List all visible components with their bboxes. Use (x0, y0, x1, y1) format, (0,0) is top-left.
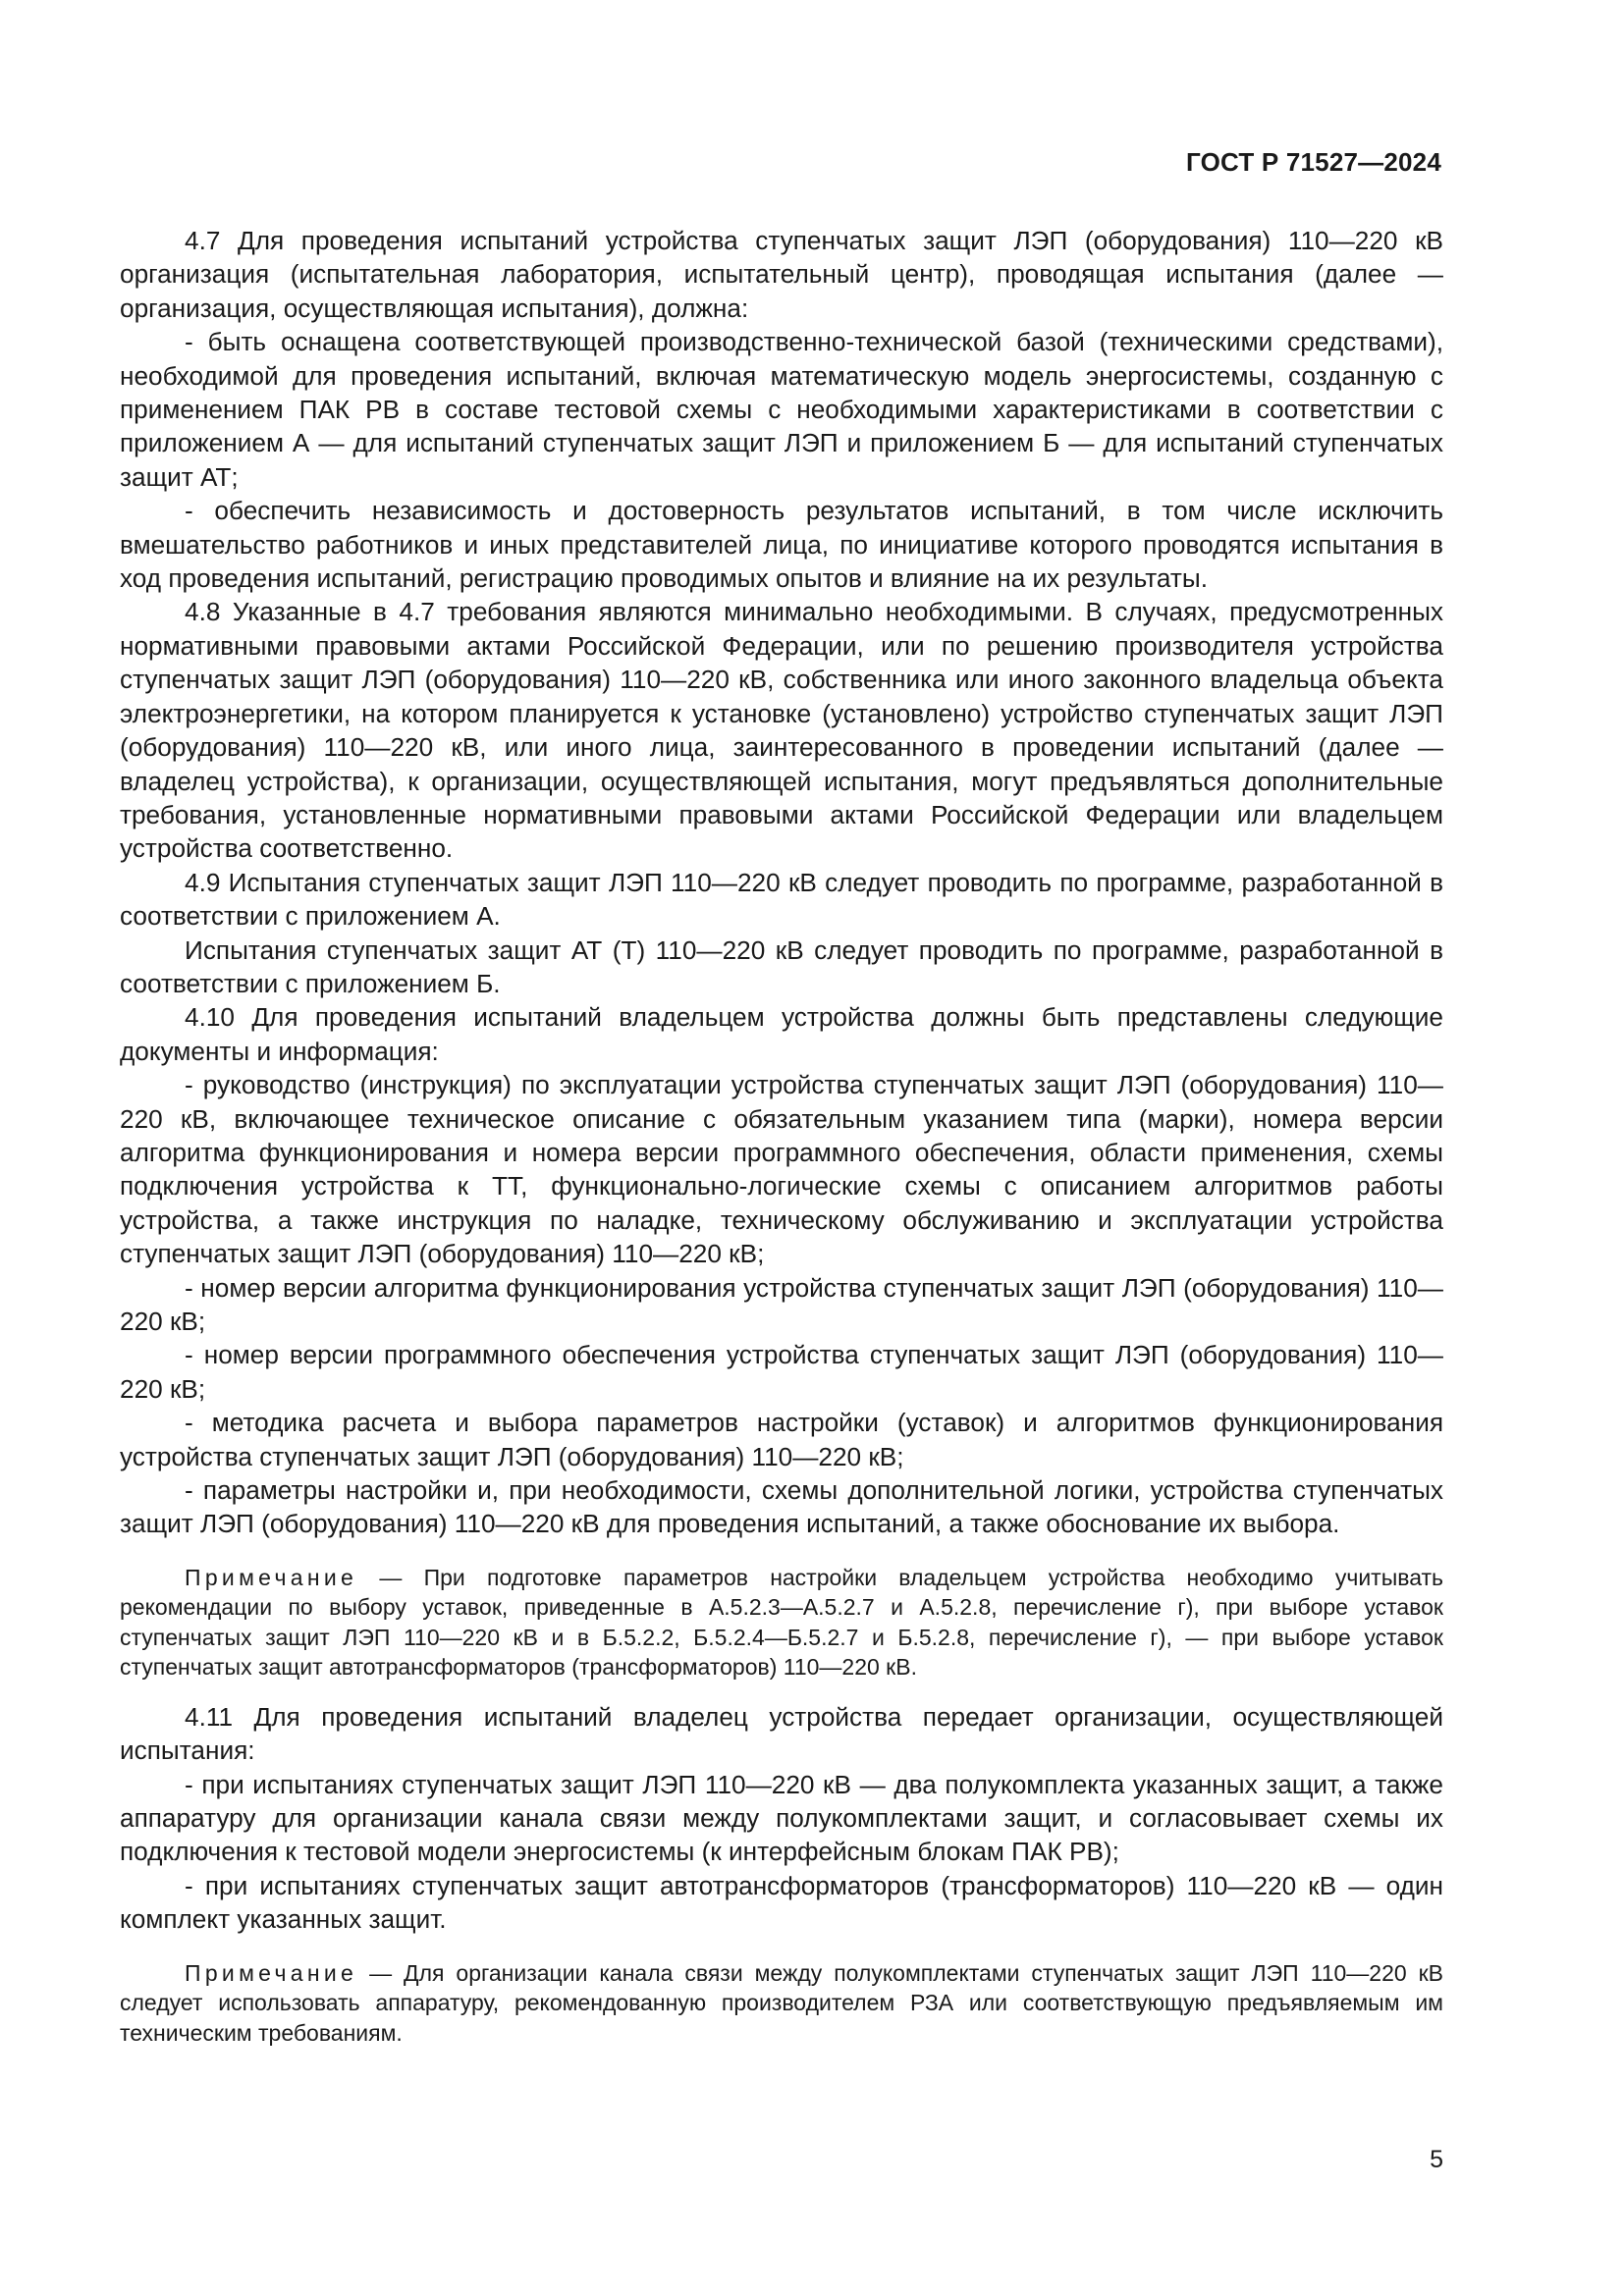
list-item: - обеспечить независимость и достоверность результатов испытаний, в том числе исключить вмешательство работников и иных представителей лица, по инициативе которого проводятся испытания в ход проведения испытаний, регистрацию проводимых опытов и влияние на их результаты. (120, 496, 1443, 594)
paragraph-4-8: 4.8 Указанные в 4.7 требования являются минимально необходимыми. В случаях, предусмотренных нормативными правовыми актами Российской Федерации, или по решению производителя устройства ступенчатых защит ЛЭП (оборудования) 110—220 кВ, собственника или иного законного владельца объекта электроэнергетики, на котором планируется к установке (установлено) устройство ступенчатых защит ЛЭП (оборудования) 110—220 кВ, или иного лица, заинтересованного в проведении испытаний (далее — владелец устройства), к организации, осуществляющей испытания, могут предъявляться дополнительные требования, установленные нормативными правовыми актами Российской Федерации или владельцем устройства соответственно. (120, 597, 1443, 864)
note-1 (120, 1563, 1443, 1682)
list-item: - параметры настройки и, при необходимости, схемы дополнительной логики, устройства ступенчатых защит ЛЭП (оборудования) 110—220 кВ для проведения испытаний, а также обоснование их выбора. (120, 1475, 1443, 1539)
document-body (120, 224, 1443, 2065)
paragraph-4-9: 4.9 Испытания ступенчатых защит ЛЭП 110—220 кВ следует проводить по программе, разработанной в соответствии с приложением А. (120, 867, 1443, 932)
list-item: - номер версии алгоритма функционирования устройства ступенчатых защит ЛЭП (оборудования) 110—220 кВ; (120, 1272, 1443, 1336)
note-text: — При подготовке параметров настройки владельцем устройства необходимо учитывать рекомендации по выбору уставок, приведенные в А.5.2.3—А.5.2.7 и А.5.2.8, перечисление г), при выборе уставок ступенчатых защит ЛЭП 110—220 кВ и в Б.5.2.2, Б.5.2.4—Б.5.2.7 и Б.5.2.8, перечисление г), — при выборе уставок ступенчатых защит автотрансформаторов (трансформаторов) 110—220 кВ. (120, 1564, 1443, 1681)
note-2 (120, 1958, 1443, 2049)
note-label: Примечание (185, 1959, 358, 1986)
list-item: - при испытаниях ступенчатых защит ЛЭП 110—220 кВ — два полукомплекта указанных защит, а также аппаратуру для организации канала связи между полукомплектами защит, и согласовывает схемы их подключения к тестовой модели энергосистемы (к интерфейсным блокам ПАК РВ); (120, 1769, 1443, 1867)
paragraph-4-11: 4.11 Для проведения испытаний владелец устройства передает организации, осуществляющей испытания: (120, 1701, 1443, 1766)
page-number: 5 (1430, 2146, 1443, 2173)
note-label: Примечание (185, 1564, 358, 1590)
paragraph-4-7: 4.7 Для проведения испытаний устройства ступенчатых защит ЛЭП (оборудования) 110—220 кВ организация (испытательная лаборатория, испытательный центр), проводящая испытания (далее — организация, осуществляющая испытания), должна: (120, 226, 1443, 323)
list-item: - номер версии программного обеспечения устройства ступенчатых защит ЛЭП (оборудования) 110—220 кВ; (120, 1340, 1443, 1404)
paragraph-4-10: 4.10 Для проведения испытаний владельцем устройства должны быть представлены следующие документы и информация: (120, 1002, 1443, 1066)
note-text: — Для организации канала связи между полукомплектами ступенчатых защит ЛЭП 110—220 кВ следует использовать аппаратуру, рекомендованную производителем РЗА или соответствующую предъявляемым им техническим требованиям. (120, 1959, 1443, 2046)
paragraph: Испытания ступенчатых защит АТ (Т) 110—220 кВ следует проводить по программе, разработанной в соответствии с приложением Б. (120, 934, 1443, 998)
document-code-header: ГОСТ Р 71527—2024 (1186, 147, 1441, 177)
list-item: - руководство (инструкция) по эксплуатации устройства ступенчатых защит ЛЭП (оборудования) 110—220 кВ, включающее техническое описание с обязательным указанием типа (марки), номера версии алгоритма функционирования и номера версии программного обеспечения, области применения, схемы подключения устройства к ТТ, функционально-логические схемы с описанием алгоритмов работы устройства, а также инструкция по наладке, техническому обслуживанию и эксплуатации устройства ступенчатых защит ЛЭП (оборудования) 110—220 кВ; (120, 1070, 1443, 1269)
list-item: - при испытаниях ступенчатых защит автотрансформаторов (трансформаторов) 110—220 кВ — один комплект указанных защит. (120, 1870, 1443, 1935)
list-item: - методика расчета и выбора параметров настройки (уставок) и алгоритмов функционирования устройства ступенчатых защит ЛЭП (оборудования) 110—220 кВ; (120, 1408, 1443, 1471)
list-item: - быть оснащена соответствующей производственно-технической базой (техническими средствами), необходимой для проведения испытаний, включая математическую модель энергосистемы, созданную с применением ПАК РВ в составе тестовой схемы с необходимыми характеристиками в соответствии с приложением А — для испытаний ступенчатых защит ЛЭП и приложением Б — для испытаний ступенчатых защит АТ; (120, 327, 1443, 492)
